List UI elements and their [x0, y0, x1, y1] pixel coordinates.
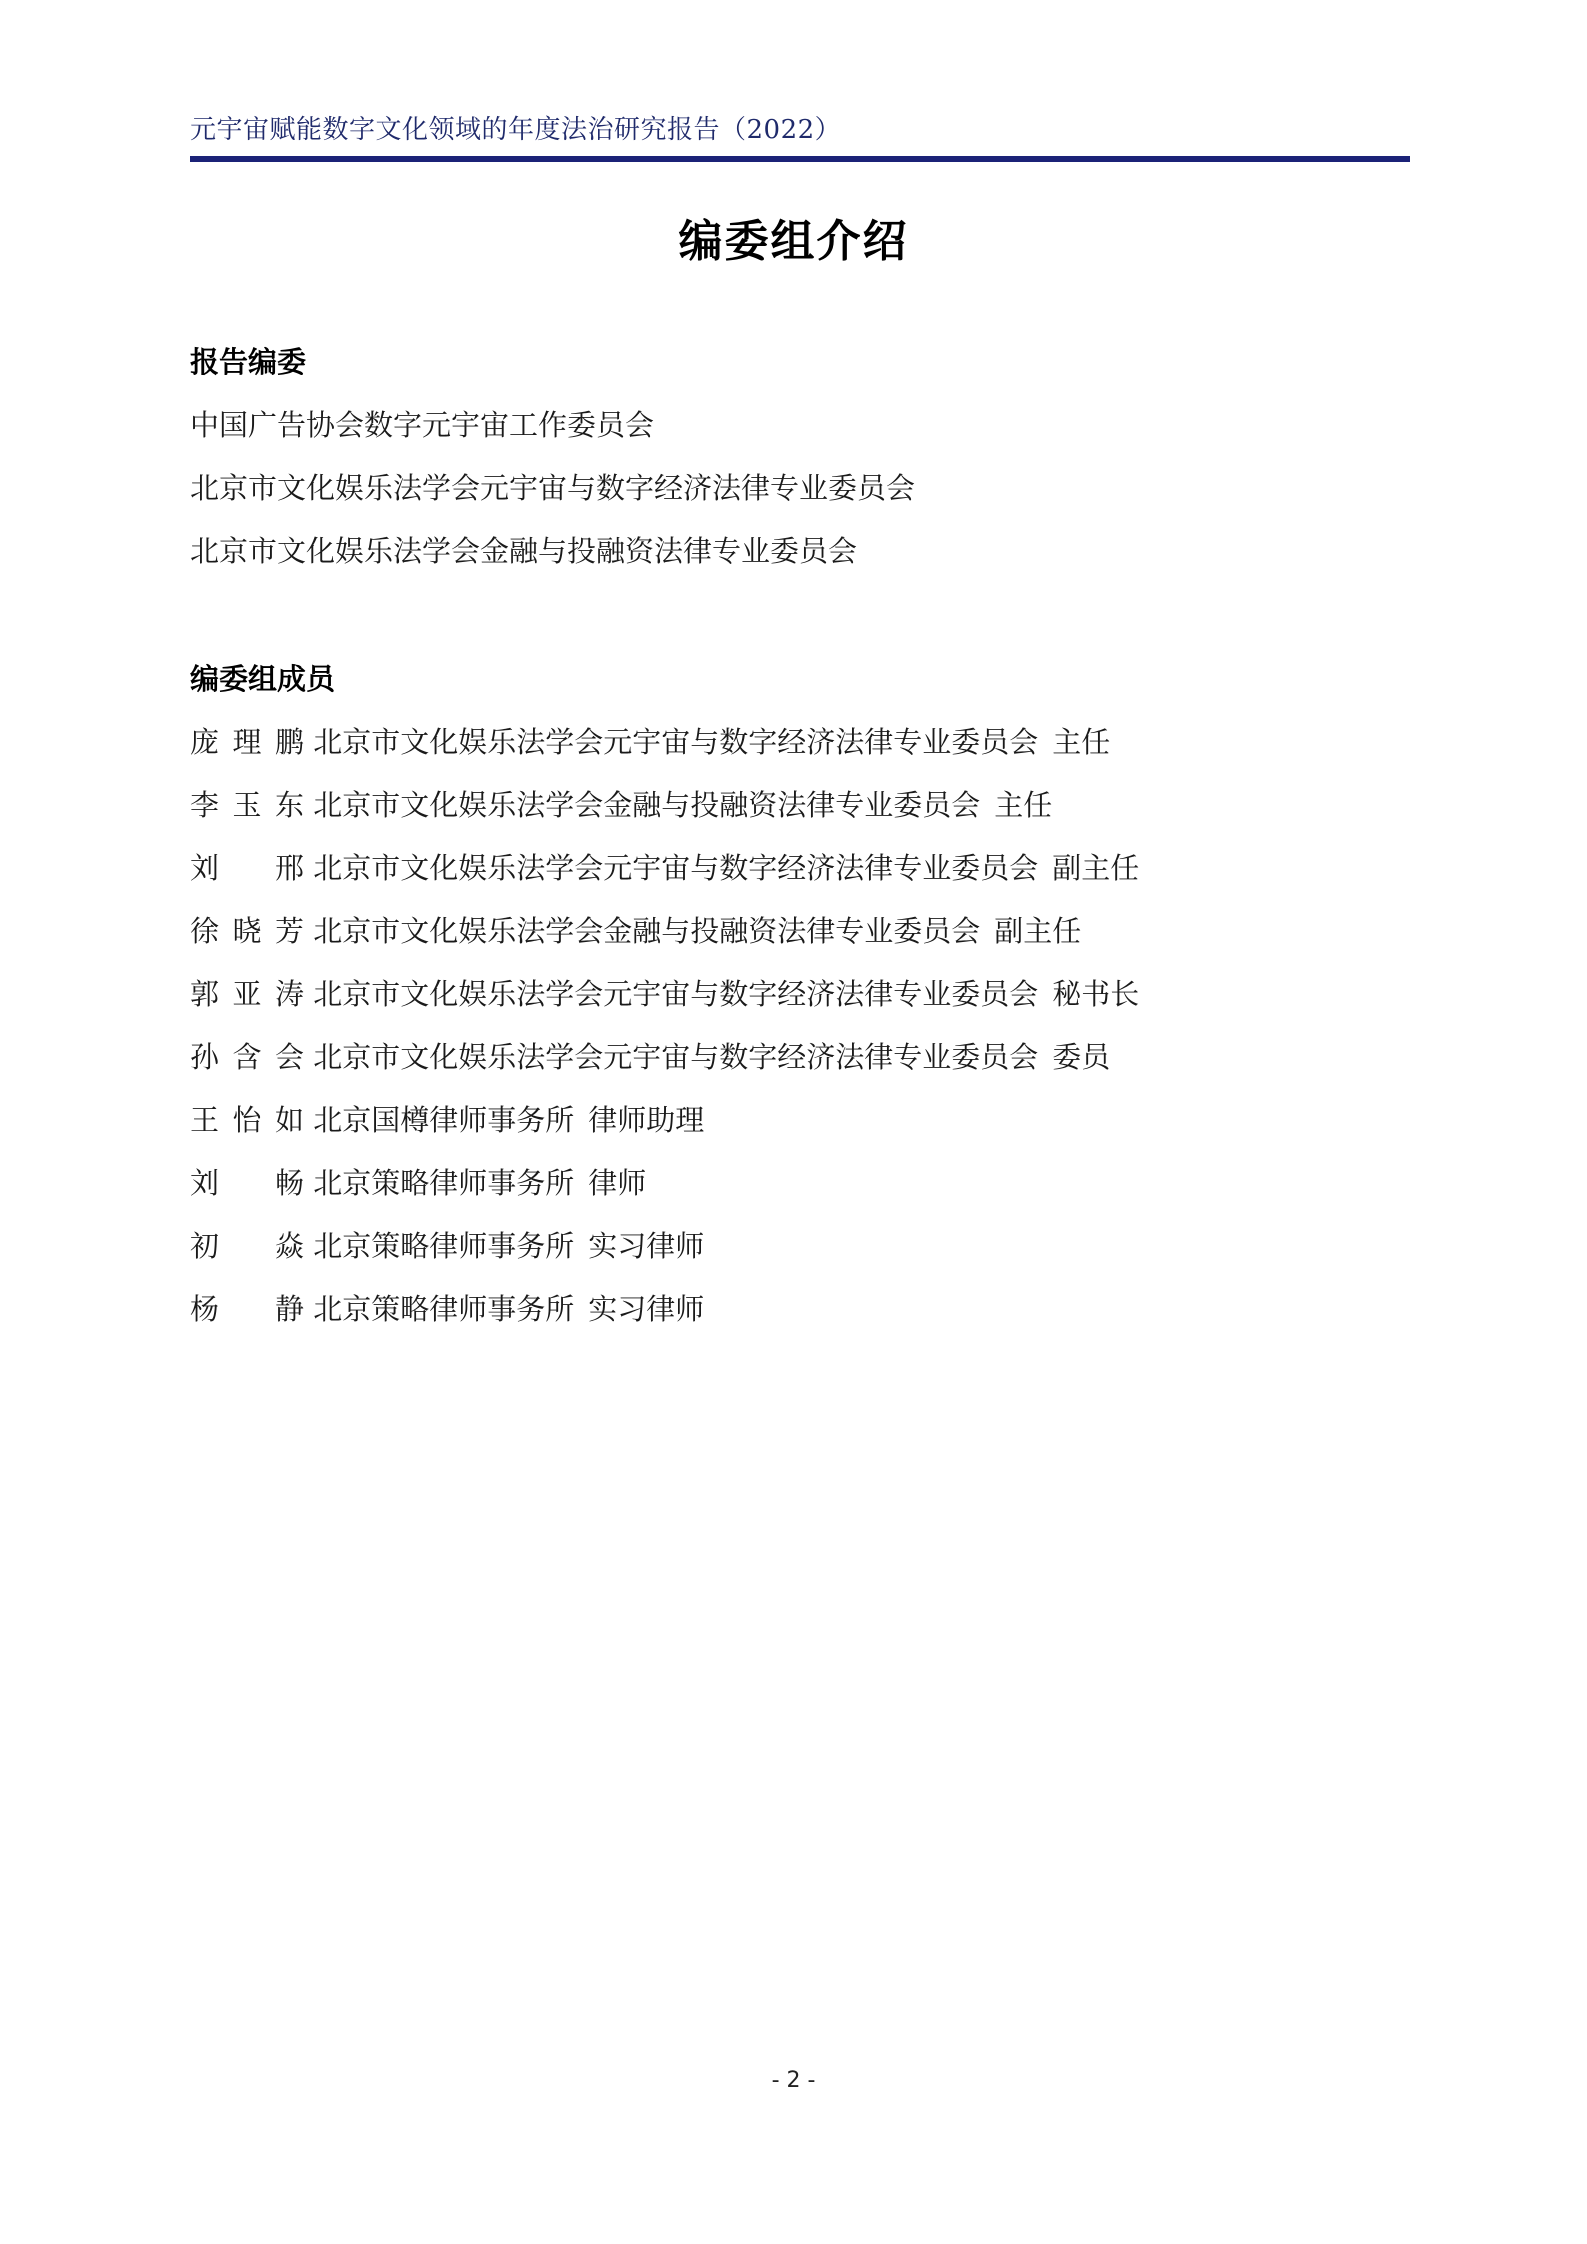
header-title: 元宇宙赋能数字文化领域的年度法治研究报告（2022）: [190, 115, 842, 145]
member-name: 刘畅: [190, 1166, 304, 1200]
member-role: 实习律师: [588, 1229, 705, 1263]
member-org: 北京市文化娱乐法学会金融与投融资法律专业委员会: [313, 788, 981, 822]
member-org: 北京国樽律师事务所: [313, 1103, 575, 1137]
page-number: - 2 -: [771, 2068, 816, 2093]
member-row: [190, 721, 1410, 763]
member-row: [190, 973, 1410, 1015]
member-name: 郭亚涛: [190, 977, 304, 1011]
member-role: 主任: [994, 788, 1053, 822]
header-rule: [190, 156, 1410, 162]
member-row: [190, 847, 1410, 889]
page-title: 编委组介绍: [678, 216, 909, 267]
member-role: 副主任: [1052, 851, 1140, 885]
member-role: 律师助理: [588, 1103, 705, 1137]
member-row: [190, 1162, 1410, 1204]
member-role: 副主任: [994, 914, 1082, 948]
member-org: 北京市文化娱乐法学会元宇宙与数字经济法律专业委员会: [313, 851, 1039, 885]
member-org: 北京策略律师事务所: [313, 1166, 575, 1200]
member-row: [190, 1288, 1410, 1330]
members-heading: 编委组成员: [190, 662, 336, 696]
member-org: 北京市文化娱乐法学会元宇宙与数字经济法律专业委员会: [313, 977, 1039, 1011]
running-header: [190, 112, 1410, 162]
member-row: [190, 1225, 1410, 1267]
member-row: [190, 784, 1410, 826]
member-org: 北京市文化娱乐法学会金融与投融资法律专业委员会: [313, 914, 981, 948]
member-name: 孙含会: [190, 1040, 304, 1074]
member-role: 秘书长: [1052, 977, 1140, 1011]
report-committee-heading: 报告编委: [190, 345, 307, 379]
member-name: 王怡如: [190, 1103, 304, 1137]
member-row: [190, 1036, 1410, 1078]
member-name: 刘邢: [190, 851, 304, 885]
member-org: 北京策略律师事务所: [313, 1292, 575, 1326]
member-org: 北京市文化娱乐法学会元宇宙与数字经济法律专业委员会: [313, 725, 1039, 759]
member-row: [190, 910, 1410, 952]
member-name: 初焱: [190, 1229, 304, 1263]
report-committee-item: 中国广告协会数字元宇宙工作委员会: [190, 408, 655, 442]
member-name: 徐晓芳: [190, 914, 304, 948]
member-role: 实习律师: [588, 1292, 705, 1326]
page-content: [190, 342, 1410, 1351]
member-role: 委员: [1052, 1040, 1111, 1074]
report-committee-item: 北京市文化娱乐法学会元宇宙与数字经济法律专业委员会: [190, 471, 916, 505]
member-name: 庞理鹏: [190, 725, 304, 759]
member-role: 主任: [1052, 725, 1111, 759]
report-committee-item: 北京市文化娱乐法学会金融与投融资法律专业委员会: [190, 534, 858, 568]
member-row: [190, 1099, 1410, 1141]
member-role: 律师: [588, 1166, 647, 1200]
member-org: 北京市文化娱乐法学会元宇宙与数字经济法律专业委员会: [313, 1040, 1039, 1074]
member-name: 李玉东: [190, 788, 304, 822]
member-org: 北京策略律师事务所: [313, 1229, 575, 1263]
member-name: 杨静: [190, 1292, 304, 1326]
